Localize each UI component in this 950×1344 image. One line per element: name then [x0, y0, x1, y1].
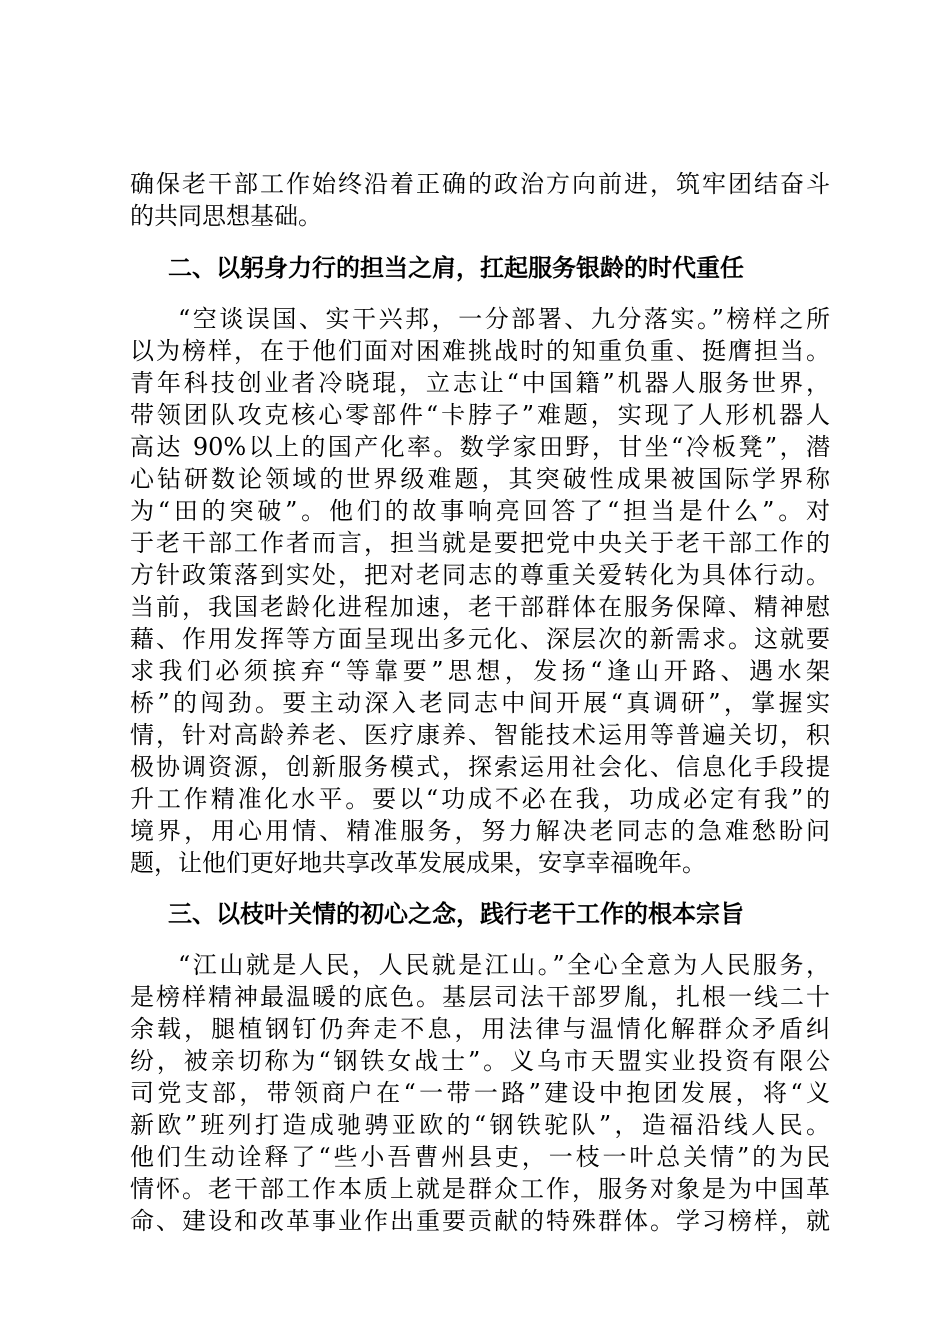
body-text-line: 境界，用心用情、精准服务，努力解决老同志的急难愁盼问 — [130, 817, 830, 845]
body-text-line: 新欧”班列打造成驰骋亚欧的“钢铁驼队”，造福沿线人民。 — [130, 1111, 830, 1139]
body-text-line: 他们生动诠释了“些小吾曹州县吏，一枝一叶总关情”的为民 — [130, 1143, 830, 1171]
section-heading: 二、以躬身力行的担当之肩，扛起服务银龄的时代重任 — [168, 254, 744, 282]
body-text-line: 以为榜样，在于他们面对困难挑战时的知重负重、挺膺担当。 — [130, 337, 830, 365]
body-text-line: 方针政策落到实处，把对老同志的尊重关爱转化为具体行动。 — [130, 561, 830, 589]
body-text-line: 求我们必须摈弃“等靠要”思想，发扬“逢山开路、遇水架 — [130, 657, 830, 685]
section-heading: 三、以枝叶关情的初心之念，践行老干工作的根本宗旨 — [168, 900, 744, 928]
body-text-line: 青年科技创业者冷晓琨，立志让“中国籍”机器人服务世界， — [130, 369, 830, 397]
body-text-line: 是榜样精神最温暖的底色。基层司法干部罗胤，扎根一线二十 — [130, 983, 830, 1011]
body-text-line: “江山就是人民，人民就是江山。”全心全意为人民服务， — [178, 951, 830, 979]
body-text-line: 命、建设和改革事业作出重要贡献的特殊群体。学习榜样，就 — [130, 1207, 830, 1235]
body-text-line: 心钻研数论领域的世界级难题，其突破性成果被国际学界称 — [130, 465, 830, 493]
body-text-line: 为“田的突破”。他们的故事响亮回答了“担当是什么”。对 — [130, 497, 830, 525]
body-text-line: 极协调资源，创新服务模式，探索运用社会化、信息化手段提 — [130, 753, 830, 781]
body-text-line: 升工作精准化水平。要以“功成不必在我，功成必定有我”的 — [130, 785, 830, 813]
body-text-line: “空谈误国、实干兴邦，一分部署、九分落实。”榜样之所 — [178, 305, 830, 333]
body-text-line: 情，针对高龄养老、医疗康养、智能技术运用等普遍关切，积 — [130, 721, 830, 749]
body-text-line: 情怀。老干部工作本质上就是群众工作，服务对象是为中国革 — [130, 1175, 830, 1203]
body-text-line: 纷，被亲切称为“钢铁女战士”。义乌市天盟实业投资有限公 — [130, 1047, 830, 1075]
body-text-line: 带领团队攻克核心零部件“卡脖子”难题，实现了人形机器人 — [130, 401, 830, 429]
body-text-line: 司党支部，带领商户在“一带一路”建设中抱团发展，将“义 — [130, 1079, 830, 1107]
body-text-line: 桥”的闯劲。要主动深入老同志中间开展“真调研”，掌握实 — [130, 689, 830, 717]
body-text-line: 当前，我国老龄化进程加速，老干部群体在服务保障、精神慰 — [130, 593, 830, 621]
body-text-line: 藉、作用发挥等方面呈现出多元化、深层次的新需求。这就要 — [130, 625, 830, 653]
body-text-line: 余载，腿植钢钉仍奔走不息，用法律与温情化解群众矛盾纠 — [130, 1015, 830, 1043]
body-text-line: 确保老干部工作始终沿着正确的政治方向前进，筑牢团结奋斗 — [130, 170, 830, 198]
body-text-line: 的共同思想基础。 — [130, 202, 322, 230]
body-text-line: 高达 90%以上的国产化率。数学家田野，甘坐“冷板凳”，潜 — [130, 433, 830, 461]
body-text-line: 于老干部工作者而言，担当就是要把党中央关于老干部工作的 — [130, 529, 830, 557]
body-text-line: 题，让他们更好地共享改革发展成果，安享幸福晚年。 — [130, 849, 706, 877]
